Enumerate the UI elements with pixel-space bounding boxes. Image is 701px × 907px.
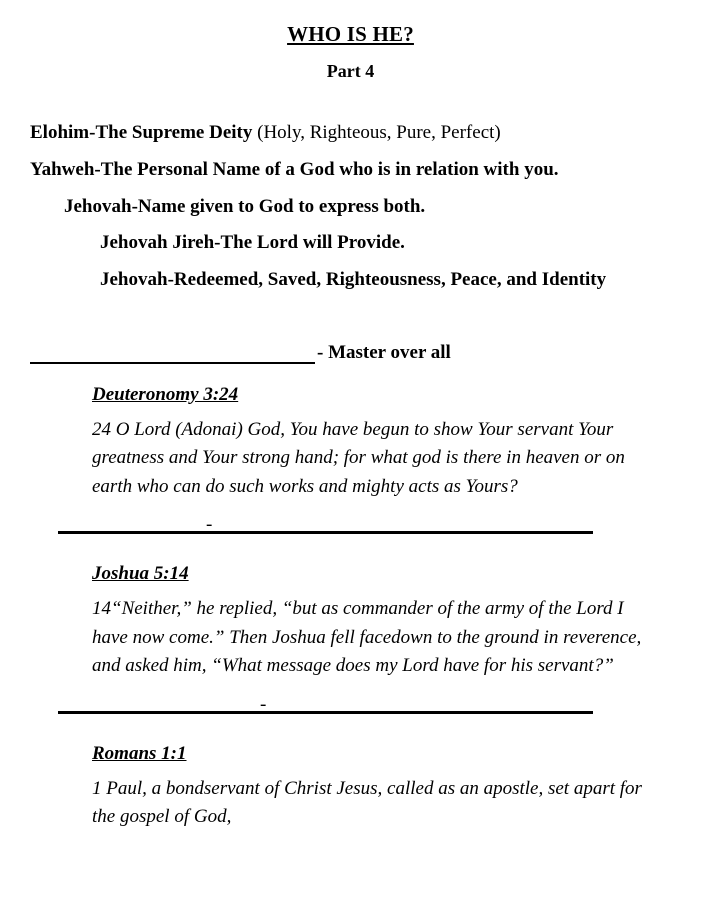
section-separator — [30, 693, 671, 723]
scripture-text: 14“Neither,” he replied, “but as commander of the army of the Lord I have now come.” Then Joshua fell facedown to the ground in reverence, and asked him, “What message does my Lord have for his servant?” — [92, 598, 642, 677]
definition-term: Jehovah-Name given to God to express both. — [64, 195, 426, 217]
page-title: WHO IS HE? — [287, 22, 414, 46]
definition-term: Yahweh-The Personal Name of a God who is in relation with you. — [30, 158, 559, 180]
separator-rule — [58, 711, 593, 714]
separator-rule — [58, 531, 593, 534]
definition-detail: (Holy, Righteous, Pure, Perfect) — [257, 122, 501, 143]
definition-term: Jehovah-Redeemed, Saved, Righteousness, Peace, and Identity — [100, 269, 607, 291]
definition-term: Elohim-The Supreme Deity — [30, 122, 258, 143]
definition-item — [30, 118, 671, 149]
definition-item — [30, 228, 671, 259]
definition-item — [30, 265, 671, 296]
page-subtitle: Part 4 — [326, 61, 375, 81]
separator-dash: - — [260, 693, 267, 715]
scripture-reference: Romans 1:1 — [92, 742, 187, 764]
separator-dash: - — [206, 514, 213, 536]
fill-in-blank-heading — [30, 342, 671, 364]
definition-item — [30, 192, 671, 223]
definitions-list — [30, 118, 671, 296]
section-separator — [30, 514, 671, 543]
blank-line[interactable] — [30, 348, 315, 364]
scripture-text: 24 O Lord (Adonai) God, You have begun to show Your servant Your greatness and Your strong hand; for what god is there in heaven or on earth who can do such works and mighty acts as Yours? — [92, 418, 625, 497]
definition-item — [30, 155, 671, 186]
definition-term: Jehovah Jireh-The Lord will Provide. — [100, 232, 405, 254]
scripture-reference: Deuteronomy 3:24 — [92, 383, 239, 405]
blank-heading-label: - Master over all — [317, 341, 451, 363]
scripture-reference: Joshua 5:14 — [92, 563, 189, 585]
scripture-text: 1 Paul, a bondservant of Christ Jesus, called as an apostle, set apart for the gospel of God, — [92, 777, 642, 828]
